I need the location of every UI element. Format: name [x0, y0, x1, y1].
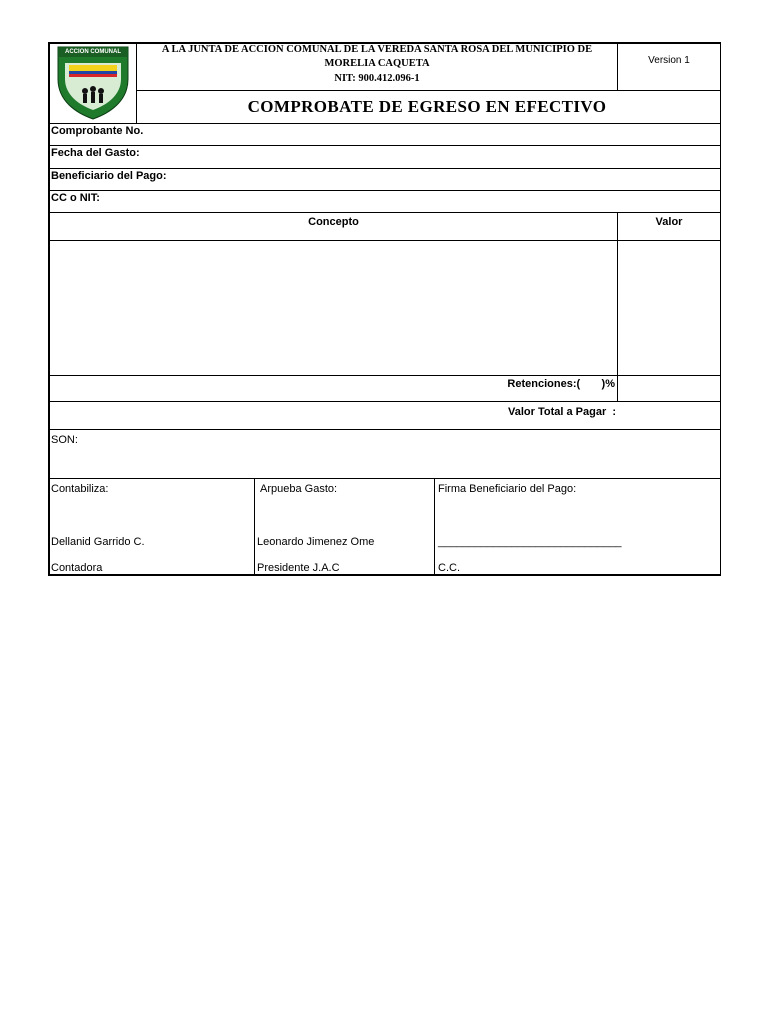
version-divider	[617, 42, 618, 91]
contabiliza-label: Contabiliza:	[51, 483, 109, 495]
signature-divider	[434, 478, 435, 576]
accion-comunal-logo	[55, 45, 131, 120]
row-line	[48, 429, 721, 430]
row-line	[48, 478, 721, 479]
firma-signature-line: ______________________________	[438, 536, 622, 548]
total-label: Valor Total a Pagar :	[508, 406, 616, 418]
document-title: COMPROBATE DE EGRESO EN EFECTIVO	[247, 97, 607, 116]
field-cc-nit-label: CC o NIT:	[51, 192, 100, 204]
firma-label: Firma Beneficiario del Pago:	[438, 483, 577, 495]
version-label: Version 1	[648, 55, 690, 66]
aprueba-role: Presidente J.A.C	[257, 562, 340, 574]
row-line	[48, 401, 721, 402]
org-nit: NIT: 900.412.096-1	[334, 73, 420, 84]
row-line	[48, 145, 721, 146]
logo-text: ACCION COMUNAL	[65, 49, 121, 55]
row-line	[48, 168, 721, 169]
org-name-line2: MORELIA CAQUETA	[324, 58, 430, 69]
cc-label: C.C.	[438, 562, 460, 574]
row-line	[48, 212, 721, 213]
field-beneficiario-label: Beneficiario del Pago:	[51, 170, 167, 182]
border-left	[48, 42, 50, 576]
son-label: SON:	[51, 434, 78, 446]
contabiliza-role: Contadora	[51, 562, 103, 574]
signature-divider	[254, 478, 255, 576]
header-bottom-line	[48, 123, 721, 124]
row-line	[48, 375, 721, 376]
valor-header: Valor	[655, 216, 683, 228]
concepto-header: Concepto	[308, 216, 359, 228]
contabiliza-name: Dellanid Garrido C.	[51, 536, 145, 548]
row-line	[48, 190, 721, 191]
row-line	[48, 240, 721, 241]
border-right	[720, 42, 721, 576]
org-name-line1: A LA JUNTA DE ACCION COMUNAL DE LA VEREDA SANTA ROSA DEL MUNICIPIO DE	[161, 44, 593, 55]
field-fecha-label: Fecha del Gasto:	[51, 147, 140, 159]
aprueba-name: Leonardo Jimenez Ome	[257, 536, 375, 548]
field-comprobante-label: Comprobante No.	[51, 125, 144, 137]
aprueba-label: Arpueba Gasto:	[260, 483, 338, 495]
retenciones-label: Retenciones:( )%	[507, 378, 615, 390]
header-divider	[136, 90, 721, 91]
valor-divider	[617, 212, 618, 402]
border-bottom	[48, 574, 721, 576]
